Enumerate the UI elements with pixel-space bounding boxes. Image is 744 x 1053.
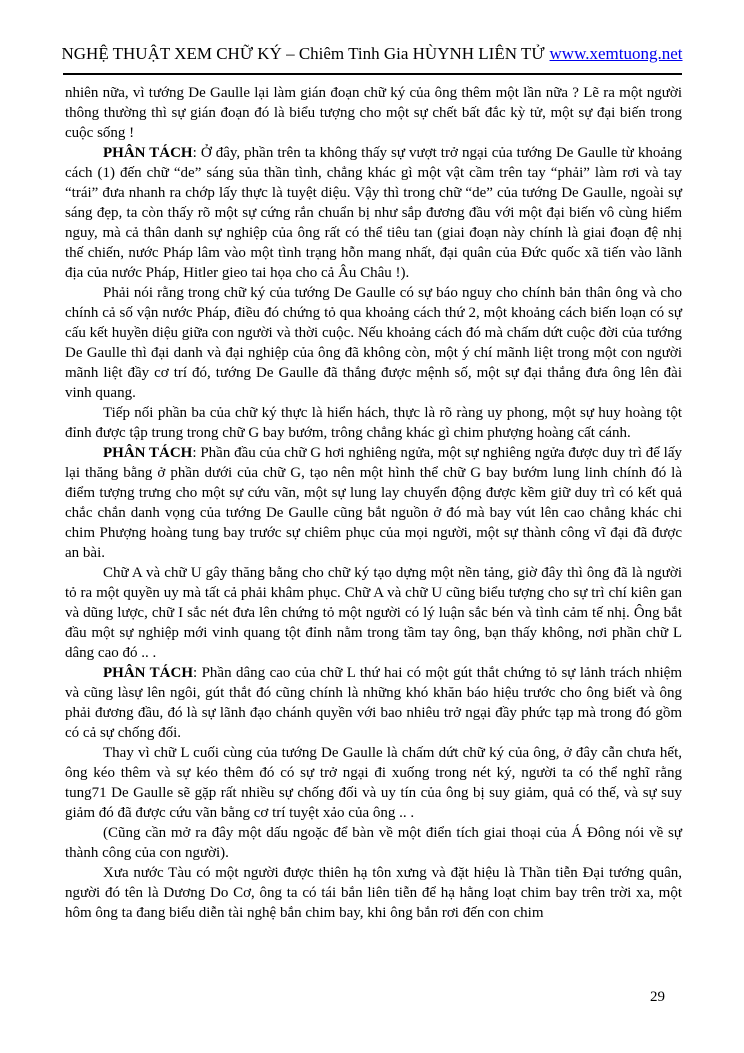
paragraph: nhiên nữa, vì tướng De Gaulle lại làm gián đoạn chữ ký của ông thêm một lần nữa ? Lẽ ra một người thông thường thì sự gián đoạn đó là biểu tượng cho một sự chết bất đắc kỳ tử, một sự đại biến trong cuộc sống ! <box>65 85 682 141</box>
page-header <box>0 44 744 64</box>
paragraph: Chữ A và chữ U gây thăng bằng cho chữ ký tạo dựng một nền tảng, giờ đây thì ông đã là người tỏ ra một quyền uy mà tất cả phải khâm phục. Chữ A và chữ U cũng biểu tượng cho sự trì chí kiên gan và dũng lược, chữ I sắc nét đưa lên chứng tỏ một người có lý luận sắc bén và tình cảm tế nhị. Ông bắt đầu một sự nghiệp mới vinh quang tột đỉnh nằm trong tầm tay ông, bạn thấy không, nơi phần chữ L dâng cao đó .. . <box>65 565 682 661</box>
paragraph-lead: PHÂN TÁCH <box>103 145 193 161</box>
document-body <box>65 83 682 923</box>
paragraph: PHÂN TÁCH: Phần đầu của chữ G hơi nghiêng ngửa, một sự nghiêng ngửa được duy trì để lấy lại thăng bằng ở phần dưới của chữ G, tạo nên một hình thể chữ G bay bướm lung linh chính đó là điểm tượng trưng cho một sự cứu vãn, một sự lung lay chuyển động được kềm giữ duy trì có kết quả chắc chắn danh vọng của tướng De Gaulle cũng bắt nguồn ở đó mà bay vút lên cao chẳng khác chi chim Phượng hoàng tung bay trước sự chiêm phục của mọi người, một sự thành công vĩ đại đã được an bài. <box>65 445 683 561</box>
paragraph: Phải nói rằng trong chữ ký của tướng De Gaulle có sự báo nguy cho chính bản thân ông và cho chính cả số vận nước Pháp, điều đó chứng tỏ qua khoảng cách thứ 2, một khoảng cách biến loạn có sự cấu kết huyền diệu giữa con người và thời cuộc. Nếu khoảng cách đó mà chấm dứt cuộc đời của tướng De Gaulle thì đại danh và đại nghiệp của ông đã không còn, một ý chí mãnh liệt trong một con người mãnh liệt đầy cơ trí đó, tướng De Gaulle đã thắng được mệnh số, một sự đại thắng đưa ông lên đài vinh quang. <box>65 285 682 401</box>
paragraph-lead: PHÂN TÁCH <box>103 445 193 461</box>
paragraph: (Cũng cần mở ra đây một dấu ngoặc để bàn về một điển tích giai thoại của Á Đông nói về sự thành công của con người). <box>65 825 682 861</box>
header-link[interactable]: www.xemtuong.net <box>549 44 683 63</box>
paragraph-lead: PHÂN TÁCH <box>103 665 193 681</box>
paragraph: PHÂN TÁCH: Phần dâng cao của chữ L thứ hai có một gút thắt chứng tỏ sự lảnh trách nhiệm và cũng làsự lên ngôi, gút thắt đó cũng chính là những khó khăn báo hiệu trước cho ông biết và ông phải đương đầu, đó là sự lãnh đạo chánh quyền với bao nhiêu trở ngại đầy phức tạp mà trong đó gồm có cả sự chống đối. <box>65 665 683 741</box>
paragraph: Tiếp nối phần ba của chữ ký thực là hiển hách, thực là rõ ràng uy phong, một sự huy hoàng tột đỉnh được tập trung trong chữ G bay bướm, trông chẳng khác gì chim phượng hoàng cất cánh. <box>65 405 682 441</box>
paragraph: PHÂN TÁCH: Ở đây, phần trên ta không thấy sự vượt trở ngại của tướng De Gaulle từ khoảng cách (1) đến chữ “de” sáng sủa thần tình, chẳng khác gì một vật cầm trên tay “phải” làm rơi và tay “trái” đưa nhanh ra chớp lấy thực là tuyệt diệu. Vậy thì trong chữ “de” của tướng De Gaulle, ngoài sự sáng đẹp, ta còn thấy rõ một sự cứng rắn chuẩn bị như sắp đương đầu với một đại biến vô cùng hiểm nguy, mà cả thân danh sự nghiệp của ông rất có thể tiêu tan (giai đoạn này chính là giai đoạn đệ nhị thế chiến, nước Pháp lâm vào một tình trạng hỗn mang nhất, đại quân của Đức quốc xã tiến vào lãnh địa của nước Pháp, Hitler gieo tai họa cho cả Âu Châu !). <box>65 145 682 281</box>
paragraph: Thay vì chữ L cuối cùng của tướng De Gaulle là chấm dứt chữ ký của ông, ở đây cẫn chưa hết, ông kéo thêm và sự kéo thêm đó có sự trở ngại đi xuống trong nét ký, người ta có thể nghĩ rằng tung71 De Gaulle sẽ gặp rất nhiều sự chống đối và uy tín của ông bị suy giảm, quả có thế, và sự suy giảm đó đã được cứu vãn bằng cơ trí tuyệt xảo của ông .. . <box>65 745 682 821</box>
paragraph: Xưa nước Tàu có một người được thiên hạ tôn xưng và đặt hiệu là Thần tiễn Đại tướng quân, người đó tên là Dương Do Cơ, ông ta có tái bắn liên tiễn để hạ hằng loạt chim bay trên trời xa, một hôm ông ta đang biểu diễn tài nghệ bắn chim bay, khi ông bắn rơi đến con chim <box>65 865 682 921</box>
header-divider <box>63 73 682 75</box>
header-title: NGHỆ THUẬT XEM CHỮ KÝ – Chiêm Tinh Gia HÙYNH LIÊN TỬ <box>61 44 545 63</box>
page-number: 29 <box>650 989 665 1005</box>
